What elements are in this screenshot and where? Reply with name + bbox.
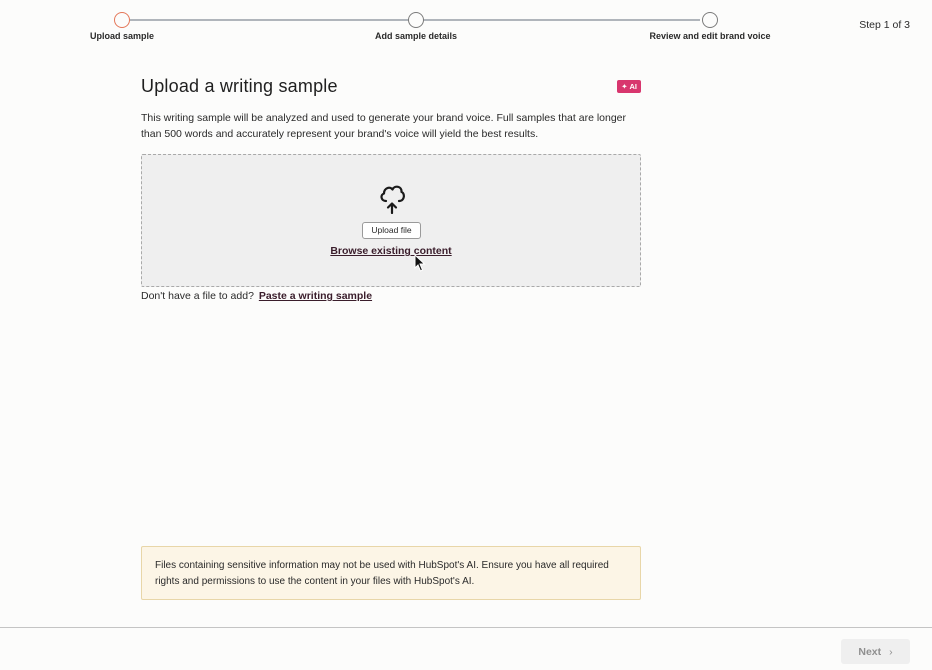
- step-review-brand-voice: [610, 12, 810, 41]
- mouse-cursor-icon: [414, 254, 426, 272]
- next-button[interactable]: [841, 639, 910, 664]
- step-label: Add sample details: [374, 31, 458, 41]
- step-indicator-active: [114, 12, 130, 28]
- step-count: Step 1 of 3: [859, 19, 910, 31]
- upload-panel: [141, 76, 641, 302]
- footer-divider: [0, 627, 932, 628]
- next-label: Next: [858, 645, 882, 658]
- sparkle-icon: ✦: [621, 82, 628, 91]
- ai-badge: [617, 80, 641, 93]
- description: This writing sample will be analyzed and used to generate your brand voice. Full samples that are longer than 500 words and accurately represent your brand's voice will yield the best results.: [141, 112, 627, 140]
- browse-existing-content-link[interactable]: Browse existing content: [330, 245, 452, 257]
- alert-text: Files containing sensitive information may not be used with HubSpot's AI. Ensure you have all required rights and permissions to use the content in your files with HubSpot's AI.: [155, 560, 609, 587]
- ai-badge-label: AI: [629, 82, 637, 91]
- upload-file-button[interactable]: Upload file: [362, 222, 421, 239]
- progress-stepper: [0, 0, 932, 50]
- no-file-text: Don't have a file to add?: [141, 290, 254, 302]
- file-dropzone[interactable]: [141, 154, 641, 287]
- step-label: Review and edit brand voice: [649, 31, 771, 41]
- page-title: Upload a writing sample: [141, 76, 338, 96]
- step-indicator: [702, 12, 718, 28]
- step-label: Upload sample: [89, 31, 154, 41]
- step-upload-sample: [22, 12, 222, 41]
- cloud-upload-icon: [378, 182, 406, 214]
- title-row: [141, 76, 641, 97]
- paste-writing-sample-link[interactable]: Paste a writing sample: [258, 290, 373, 302]
- step-indicator: [408, 12, 424, 28]
- chevron-right-icon: ›: [889, 645, 893, 658]
- no-file-row: [141, 290, 641, 302]
- sensitive-info-alert: [141, 546, 641, 600]
- step-add-sample-details: [316, 12, 516, 41]
